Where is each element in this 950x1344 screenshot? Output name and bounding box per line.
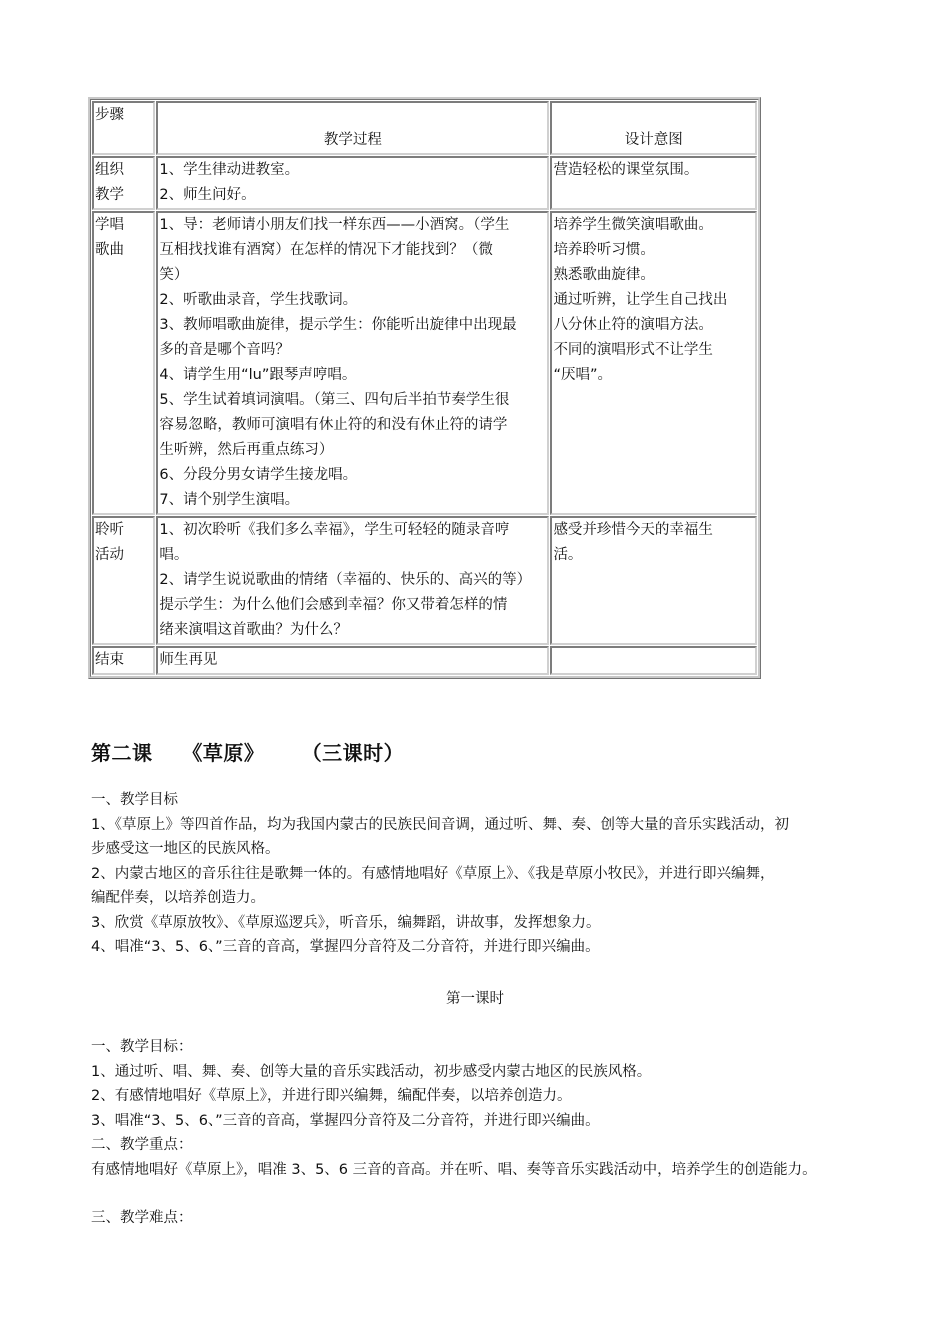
intent-line: 培养聆听习惯。 <box>553 242 655 258</box>
process-line: 2、请学生说说歌曲的情绪（幸福的、快乐的、高兴的等） <box>159 572 532 588</box>
lesson-plan-table <box>88 97 761 679</box>
process-cell <box>156 211 549 515</box>
step-line: 聆听 <box>95 522 124 538</box>
teaching-goals-section <box>91 788 881 960</box>
process-line: 多的音是哪个音吗？ <box>159 342 290 358</box>
goals-heading: 一、教学目标 <box>91 792 178 808</box>
process-line: 师生再见 <box>159 652 218 668</box>
table-row <box>92 516 757 645</box>
header-process-cell <box>156 101 549 155</box>
process-line: 6、分段分男女请学生接龙唱。 <box>159 467 358 483</box>
process-line: 4、请学生用“lu”跟琴声哼唱。 <box>159 367 357 383</box>
goal-line: 1、《草原上》等四首作品，均为我国内蒙古的民族民间音调，通过听、舞、奏、创等大量的音乐实践活动，初 <box>91 816 789 833</box>
table-row <box>92 646 757 675</box>
header-intent-cell <box>550 101 757 155</box>
intent-line: 通过听辨，让学生自己找出 <box>553 292 728 308</box>
goal-line: 编配伴奏，以培养创造力。 <box>91 890 265 906</box>
process-line: 1、初次聆听《我们多么幸福》，学生可轻轻的随录音哼 <box>159 522 510 538</box>
step-cell <box>92 156 155 210</box>
step-line: 活动 <box>95 547 124 563</box>
process-line: 互相找找谁有酒窝）在怎样的情况下才能找到？（微 <box>159 242 493 258</box>
goal-line: 步感受这一地区的民族风格。 <box>91 841 280 857</box>
intent-cell <box>550 211 757 515</box>
process-line: 生听辨，然后再重点练习） <box>159 442 334 458</box>
intent-line: 营造轻松的课堂氛围。 <box>553 162 699 178</box>
key-points-heading: 二、教学重点： <box>91 1137 193 1153</box>
period-goal-line: 3、唱准“3、5、6、”三音的音高，掌握四分音符及二分音符，并进行即兴编曲。 <box>91 1112 600 1129</box>
period-goals-heading: 一、教学目标： <box>91 1039 193 1055</box>
difficulty-section <box>91 1206 881 1231</box>
goal-line: 3、欣赏《草原放牧》、《草原巡逻兵》，听音乐，编舞蹈，讲故事，发挥想象力。 <box>91 914 601 931</box>
period-goals-section <box>91 1035 881 1182</box>
header-intent-label: 设计意图 <box>624 132 683 148</box>
table-row <box>92 156 757 210</box>
process-cell <box>156 516 549 645</box>
step-cell <box>92 516 155 645</box>
process-cell <box>156 156 549 210</box>
period-goal-line: 2、有感情地唱好《草原上》，并进行即兴编舞，编配伴奏，以培养创造力。 <box>91 1088 572 1104</box>
period-goal-line: 1、通过听、唱、舞、奏、创等大量的音乐实践活动，初步感受内蒙古地区的民族风格。 <box>91 1063 652 1080</box>
header-step-label: 步骤 <box>95 107 124 123</box>
intent-line: 不同的演唱形式不让学生 <box>553 342 713 358</box>
process-line: 绪来演唱这首歌曲？为什么？ <box>159 622 348 638</box>
process-line: 2、听歌曲录音，学生找歌词。 <box>159 292 358 308</box>
process-line: 笑） <box>159 267 189 283</box>
intent-line: 八分休止符的演唱方法。 <box>553 317 713 333</box>
difficulty-heading: 三、教学难点： <box>91 1210 193 1226</box>
header-step-cell <box>92 101 155 155</box>
table-header-row <box>92 101 757 155</box>
process-line: 1、导：老师请小朋友们找一样东西——小酒窝。（学生 <box>159 217 510 233</box>
process-line: 2、师生问好。 <box>159 187 256 203</box>
key-points-text: 有感情地唱好《草原上》，唱准 3、5、6 三音的音高。并在听、唱、奏等音乐实践活动中，培养学生的创造能力。 <box>91 1161 817 1178</box>
process-line: 5、学生试着填词演唱。（第三、四句后半拍节奏学生很 <box>159 392 510 408</box>
intent-line: 熟悉歌曲旋律。 <box>553 267 655 283</box>
step-line: 歌曲 <box>95 242 124 258</box>
step-line: 学唱 <box>95 217 124 233</box>
table-row <box>92 211 757 515</box>
header-process-label: 教学过程 <box>323 132 382 148</box>
process-line: 1、学生律动进教室。 <box>159 162 300 178</box>
period-heading: 第一课时 <box>446 991 504 1007</box>
process-line: 提示学生：为什么他们会感到幸福？你又带着怎样的情 <box>159 597 508 613</box>
lesson-title: 第二课 《草原》 （三课时） <box>91 741 405 765</box>
intent-cell <box>550 516 757 645</box>
step-line: 组织 <box>95 162 124 178</box>
goal-line: 4、唱准“3、5、6、”三音的音高，掌握四分音符及二分音符，并进行即兴编曲。 <box>91 939 600 955</box>
step-line: 教学 <box>95 187 124 203</box>
step-cell <box>92 646 155 675</box>
intent-line: 活。 <box>553 547 583 563</box>
process-line: 唱。 <box>159 547 189 563</box>
intent-line: “厌唱”。 <box>553 367 612 383</box>
intent-line: 感受并珍惜今天的幸福生 <box>553 522 713 538</box>
intent-cell <box>550 646 757 675</box>
intent-cell <box>550 156 757 210</box>
process-line: 3、教师唱歌曲旋律，提示学生：你能听出旋律中出现最 <box>159 317 517 333</box>
goal-line: 2、内蒙古地区的音乐往往是歌舞一体的。有感情地唱好《草原上》、《我是草原小牧民》，并进行即兴编舞， <box>91 865 775 882</box>
process-line: 7、请个别学生演唱。 <box>159 492 300 508</box>
step-cell <box>92 211 155 515</box>
process-line: 容易忽略，教师可演唱有休止符的和没有休止符的请学 <box>159 417 508 433</box>
intent-line: 培养学生微笑演唱歌曲。 <box>553 217 713 233</box>
step-line: 结束 <box>95 652 124 668</box>
process-cell <box>156 646 549 675</box>
